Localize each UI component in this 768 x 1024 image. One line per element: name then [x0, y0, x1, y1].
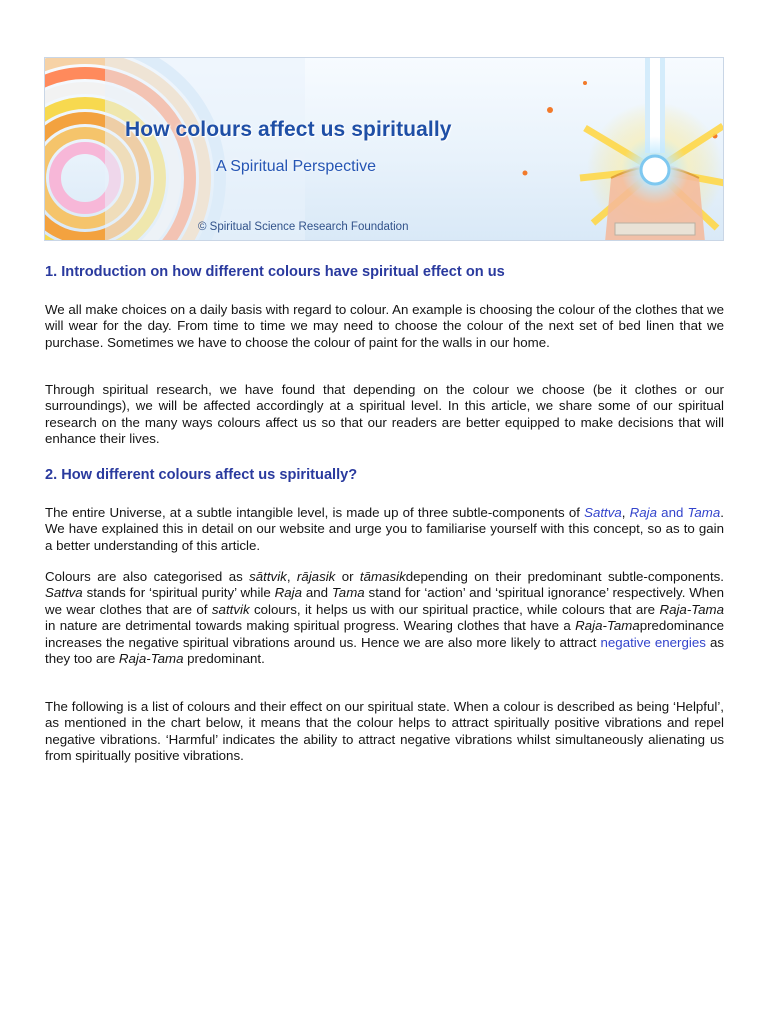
term: sāttvik — [249, 569, 287, 584]
text-run: stand for ‘action’ and ‘spiritual ignorance’ respectively. When we wear clothes that are of — [45, 585, 724, 617]
figure-illustration — [580, 58, 724, 241]
term: rājasik — [296, 569, 336, 584]
text-run: . We have explained this in detail on our website and urge you to familiarise yourself with this concept, so as to gain a better understanding of this article. — [45, 505, 724, 553]
text-run: in nature are detrimental towards making spiritual progress. Wearing clothes that have a — [45, 618, 576, 634]
text-run: as they too are — [45, 634, 724, 667]
section-2-heading: 2. How different colours affect us spiritually? — [45, 467, 358, 483]
banner-subtitle: A Spiritual Perspective — [216, 158, 377, 175]
link-text: Tama — [687, 505, 721, 520]
section-1-paragraph-2: Through spiritual research, we have found that depending on the colour we choose (be it clothes or our surroundings), we will be affected accordingly at a spiritual level. In this article, we share some of our spiritual research on the many ways colours affect us so that our readers are better equipped to make decisions that will enhance their lives. — [45, 382, 724, 447]
link-negative-energies[interactable]: negative energies — [600, 634, 706, 650]
term: Raja-Tama — [575, 618, 640, 634]
term: sattvik — [211, 601, 250, 617]
text-run: or — [335, 569, 360, 584]
section-2-paragraph-1 — [45, 505, 724, 554]
term: tāmasik — [359, 569, 406, 584]
section-1-heading: 1. Introduction on how different colours have spiritual effect on us — [45, 264, 505, 280]
text-run: predominance increases the negative spiritual vibrations around us. Hence we are also more likely to attract — [45, 618, 724, 650]
section-2-paragraph-3: The following is a list of colours and their effect on our spiritual state. When a colour is described as being ‘Helpful’, as mentioned in the chart below, it means that the colour helps to attract spiritually positive vibrations and repel negative vibrations. ‘Harmful’ indicates the ability to attract negative vibrations whilst simultaneously alienating us from spiritually positive vibrations. — [45, 699, 724, 764]
text-run: and — [301, 585, 332, 601]
text-run: , — [621, 505, 630, 520]
banner-artwork — [45, 58, 724, 241]
section-1-paragraph-1: We all make choices on a daily basis with regard to colour. An example is choosing the colour of the clothes that we will wear for the day. From time to time we may need to choose the colour of the next set of bed linen that we purchase. Sometimes we have to choose the colour of paint for the walls in our home. — [45, 302, 725, 350]
link-text: Sattva — [584, 505, 622, 520]
banner-title: How colours affect us spiritually — [125, 118, 452, 141]
text-run: , — [286, 569, 297, 584]
link-text: and — [657, 505, 688, 520]
term: Raja — [274, 585, 302, 601]
text-run: colours, it helps us with our spiritual practice, while colours that are — [249, 601, 660, 617]
term: Raja-Tama — [659, 601, 725, 617]
term: Raja-Tama — [118, 651, 184, 667]
text-run: The entire Universe, at a subtle intangible level, is made up of three subtle-components of — [45, 505, 585, 520]
text-run: predominant. — [183, 651, 265, 667]
text-run: depending on their predominant subtle-components. — [405, 569, 724, 584]
text-run: stands for ‘spiritual purity’ while — [82, 585, 275, 601]
term: Sattva — [45, 585, 83, 601]
article-banner — [44, 57, 724, 241]
banner-copyright: © Spiritual Science Research Foundation — [198, 221, 409, 233]
term: Tama — [331, 585, 365, 601]
link-sattva[interactable] — [584, 505, 622, 520]
section-2-paragraph-2 — [45, 569, 724, 667]
link-text: Raja — [629, 505, 658, 520]
link-raja-and-tama[interactable] — [630, 505, 721, 520]
text-run: Colours are also categorised as — [45, 569, 250, 584]
